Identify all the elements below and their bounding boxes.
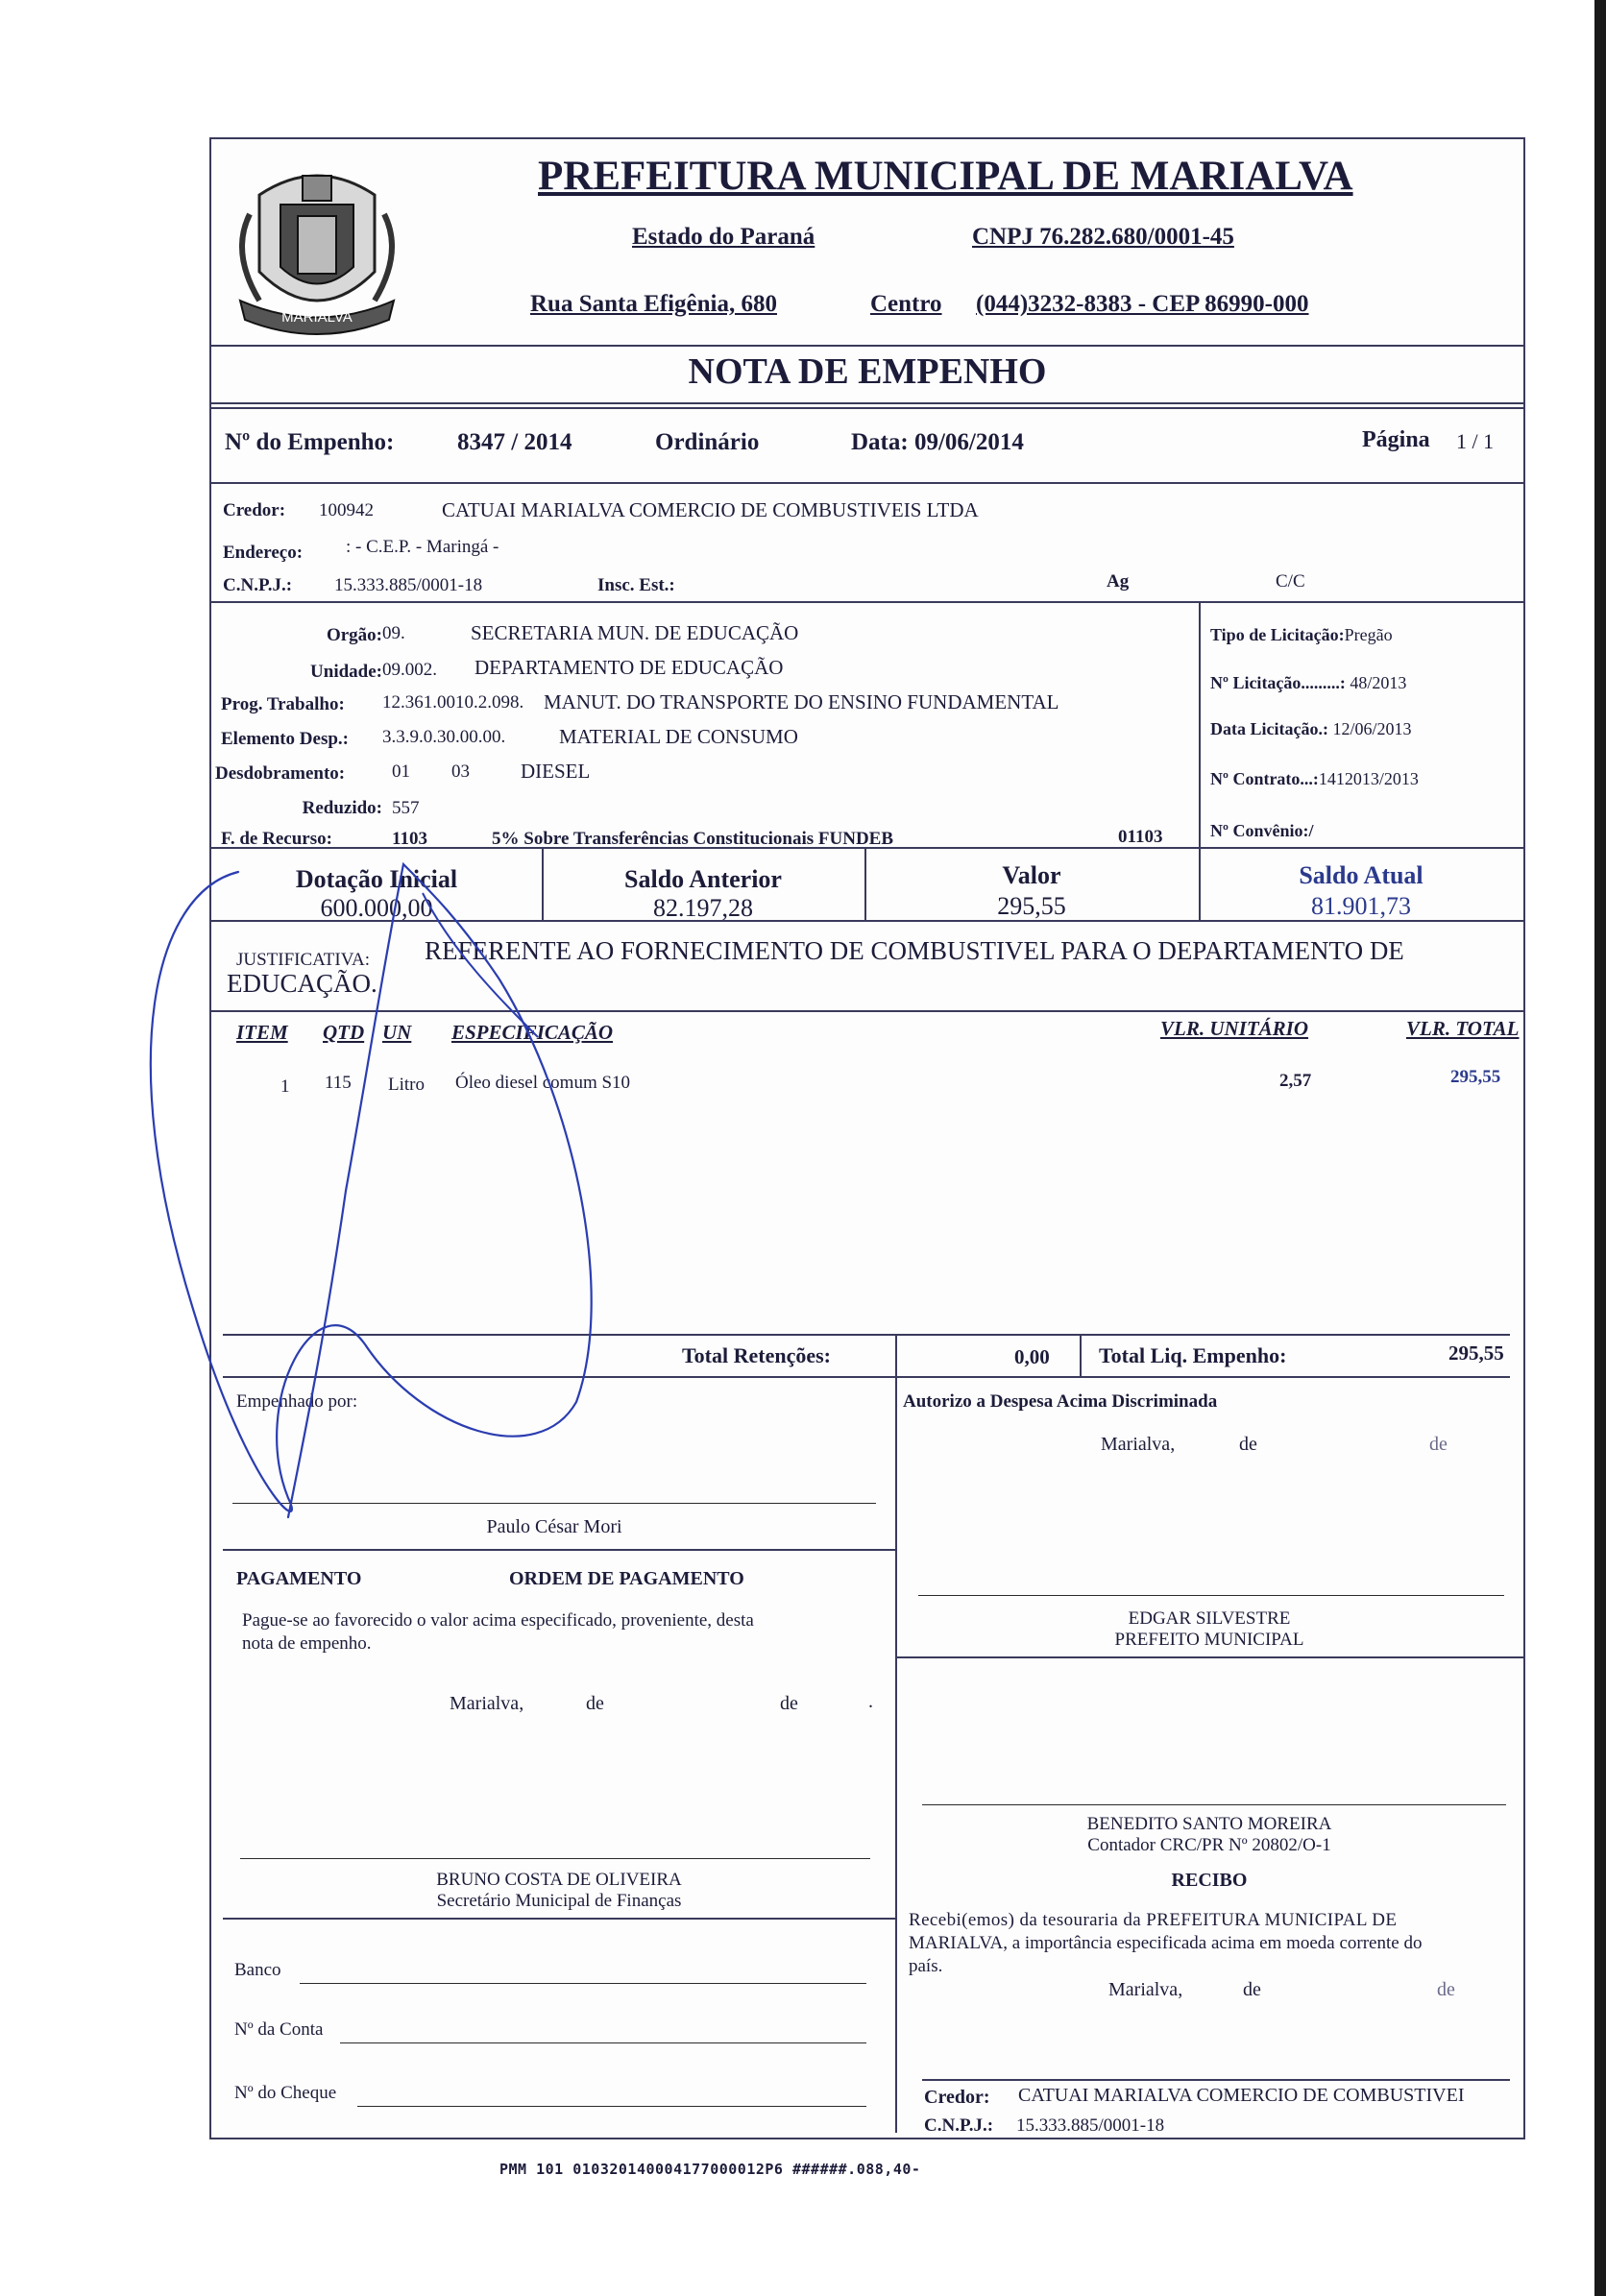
col-item: ITEM bbox=[236, 1021, 288, 1044]
recurso-label: F. de Recurso: bbox=[221, 829, 332, 849]
justificativa-text-2: EDUCAÇÃO. bbox=[227, 969, 377, 998]
unidade-code: 09.002. bbox=[382, 660, 437, 680]
autorizo-de-2: de bbox=[1429, 1434, 1448, 1455]
unidade-label: Unidade: bbox=[310, 662, 382, 682]
header-state: Estado do Paraná bbox=[632, 224, 815, 250]
empenho-date: Data: 09/06/2014 bbox=[851, 429, 1024, 455]
dotacao-label: Dotação Inicial bbox=[295, 865, 458, 893]
prefeito-signature-line bbox=[918, 1595, 1504, 1596]
orgao-name: SECRETARIA MUN. DE EDUCAÇÃO bbox=[471, 621, 799, 644]
desdobramento-label: Desdobramento: bbox=[215, 763, 346, 784]
secretario-role: Secretário Municipal de Finanças bbox=[436, 1891, 682, 1911]
recibo-text-2: MARIALVA, a importância especificada acima em moeda corrente do bbox=[909, 1933, 1423, 1953]
total-liquido-label: Total Liq. Empenho: bbox=[1099, 1343, 1287, 1367]
saldo-atual-value: 81.901,73 bbox=[1311, 892, 1411, 920]
saldo-atual-label: Saldo Atual bbox=[1299, 861, 1424, 889]
reduzido-value: 557 bbox=[392, 798, 420, 818]
secretario-name: BRUNO COSTA DE OLIVEIRA bbox=[436, 1870, 682, 1890]
numero-contrato bbox=[1210, 769, 1419, 789]
coat-of-arms-icon bbox=[221, 157, 413, 339]
recibo-credor-label: Credor: bbox=[924, 2087, 990, 2108]
col-especificacao: ESPECIFICAÇÃO bbox=[451, 1021, 614, 1044]
elemento-label: Elemento Desp.: bbox=[221, 729, 349, 749]
recurso-num: 01103 bbox=[1118, 827, 1163, 847]
saldo-anterior-value: 82.197,28 bbox=[653, 894, 753, 922]
cheque-field-line bbox=[357, 2106, 866, 2107]
pagamento-text-1: Pague-se ao favorecido o valor acima especificado, proveniente, desta bbox=[242, 1610, 754, 1631]
credor-code: 100942 bbox=[319, 500, 374, 520]
saldo-anterior-label: Saldo Anterior bbox=[624, 865, 782, 893]
recibo-text-3: país. bbox=[909, 1956, 943, 1976]
orgao-label: Orgão: bbox=[326, 625, 382, 645]
numero-contrato-value: 1412013/2013 bbox=[1318, 769, 1419, 788]
item-qtd: 115 bbox=[325, 1073, 352, 1093]
total-liquido-value: 295,55 bbox=[1448, 1341, 1504, 1365]
prefeito-role: PREFEITO MUNICIPAL bbox=[1114, 1630, 1304, 1650]
recibo-title: RECIBO bbox=[1171, 1870, 1248, 1891]
recibo-cnpj-label: C.N.P.J.: bbox=[924, 2115, 994, 2136]
crest-banner-text: MARIALVA bbox=[281, 309, 353, 326]
agencia-label: Ag bbox=[1107, 571, 1130, 592]
recibo-credor-value: CATUAI MARIALVA COMERCIO DE COMBUSTIVEI bbox=[1018, 2085, 1465, 2106]
tipo-licitacao-value: Pregão bbox=[1344, 625, 1393, 644]
pagamento-label: PAGAMENTO bbox=[236, 1568, 362, 1589]
empenhado-label: Empenhado por: bbox=[236, 1391, 358, 1412]
unidade-name: DEPARTAMENTO DE EDUCAÇÃO bbox=[474, 656, 784, 679]
numero-convenio: Nº Convênio:/ bbox=[1210, 821, 1314, 840]
conta-label: Nº da Conta bbox=[234, 2019, 324, 2040]
data-licitacao-label: Data Licitação.: bbox=[1210, 719, 1328, 738]
tipo-licitacao bbox=[1210, 625, 1393, 645]
empenho-type: Ordinário bbox=[655, 429, 760, 455]
recurso-code: 1103 bbox=[392, 829, 427, 849]
empenhado-signature-line bbox=[232, 1503, 876, 1504]
data-licitacao-value: 12/06/2013 bbox=[1332, 719, 1412, 738]
reduzido-label: Reduzido: bbox=[302, 798, 382, 818]
header-district: Centro bbox=[870, 291, 942, 317]
item-total: 295,55 bbox=[1450, 1067, 1501, 1087]
tipo-licitacao-label: Tipo de Licitação: bbox=[1210, 625, 1345, 644]
contador-signature-line bbox=[922, 1804, 1506, 1805]
justificativa-text-1: REFERENTE AO FORNECIMENTO DE COMBUSTIVEL PARA O DEPARTAMENTO DE bbox=[425, 936, 1404, 965]
pagamento-city: Marialva, bbox=[450, 1693, 524, 1714]
conta-field-line bbox=[340, 2042, 866, 2043]
page-edge bbox=[1594, 0, 1606, 2296]
item-espec: Óleo diesel comum S10 bbox=[455, 1073, 631, 1093]
ordem-pagamento-label: ORDEM DE PAGAMENTO bbox=[509, 1568, 744, 1589]
numero-contrato-label: Nº Contrato...: bbox=[1210, 769, 1319, 788]
col-vlr-total: VLR. TOTAL bbox=[1406, 1017, 1520, 1040]
credor-label: Credor: bbox=[223, 500, 286, 520]
dotacao-value: 600.000,00 bbox=[320, 894, 433, 922]
secretario-signature-line bbox=[240, 1858, 870, 1859]
col-qtd: QTD bbox=[323, 1021, 365, 1044]
pagamento-text-2: nota de empenho. bbox=[242, 1633, 372, 1654]
autorizo-de-1: de bbox=[1239, 1434, 1257, 1455]
total-retencoes-label: Total Retenções: bbox=[682, 1343, 831, 1367]
elemento-name: MATERIAL DE CONSUMO bbox=[559, 725, 798, 748]
empenhado-name: Paulo César Mori bbox=[486, 1516, 622, 1537]
item-un: Litro bbox=[388, 1075, 425, 1095]
empenho-label: Nº do Empenho: bbox=[225, 429, 395, 455]
recibo-de-2: de bbox=[1437, 1979, 1455, 2000]
recibo-de-1: de bbox=[1243, 1979, 1261, 2000]
total-retencoes-value: 0,00 bbox=[1014, 1345, 1050, 1368]
prefeito-name: EDGAR SILVESTRE bbox=[1128, 1608, 1291, 1629]
autorizo-city: Marialva, bbox=[1101, 1434, 1176, 1455]
cnpj-label: C.N.P.J.: bbox=[223, 575, 293, 595]
credor-name: CATUAI MARIALVA COMERCIO DE COMBUSTIVEIS LTDA bbox=[442, 498, 979, 521]
cheque-label: Nº do Cheque bbox=[234, 2083, 337, 2103]
footer-code: PMM 101 010320140004177000012P6 ######.088,40- bbox=[499, 2161, 921, 2178]
insc-est-label: Insc. Est.: bbox=[597, 575, 675, 595]
prog-trabalho-name: MANUT. DO TRANSPORTE DO ENSINO FUNDAMENTAL bbox=[544, 690, 1059, 713]
numero-licitacao-label: Nº Licitação.........: bbox=[1210, 673, 1346, 692]
autorizo-label: Autorizo a Despesa Acima Discriminada bbox=[903, 1391, 1218, 1412]
item-number: 1 bbox=[280, 1076, 290, 1097]
recibo-city: Marialva, bbox=[1108, 1979, 1183, 2000]
endereco-label: Endereço: bbox=[223, 543, 304, 563]
pagamento-de-2: de bbox=[780, 1693, 798, 1714]
numero-licitacao bbox=[1210, 673, 1406, 693]
col-un: UN bbox=[382, 1021, 412, 1044]
empenho-number: 8347 / 2014 bbox=[457, 429, 572, 455]
document-title: NOTA DE EMPENHO bbox=[688, 351, 1047, 392]
page-label: Página bbox=[1362, 427, 1430, 452]
prog-trabalho-label: Prog. Trabalho: bbox=[221, 694, 345, 714]
pagamento-de-1: de bbox=[586, 1693, 604, 1714]
col-vlr-unitario: VLR. UNITÁRIO bbox=[1160, 1017, 1309, 1040]
data-licitacao bbox=[1210, 719, 1411, 739]
elemento-code: 3.3.9.0.30.00.00. bbox=[382, 727, 506, 747]
desdobramento-name: DIESEL bbox=[521, 760, 591, 783]
contador-role: Contador CRC/PR Nº 20802/O-1 bbox=[1087, 1835, 1331, 1855]
banco-label: Banco bbox=[234, 1960, 281, 1980]
pagamento-dot: . bbox=[868, 1691, 873, 1712]
item-unit: 2,57 bbox=[1279, 1071, 1312, 1091]
conta-corrente-label: C/C bbox=[1276, 571, 1305, 592]
orgao-code: 09. bbox=[382, 623, 405, 643]
numero-licitacao-value: 48/2013 bbox=[1350, 673, 1407, 692]
header-street: Rua Santa Efigênia, 680 bbox=[530, 291, 777, 317]
justificativa-label: JUSTIFICATIVA: bbox=[236, 950, 371, 970]
prog-trabalho-code: 12.361.0010.2.098. bbox=[382, 692, 524, 713]
desdobramento-b: 03 bbox=[451, 761, 470, 782]
desdobramento-a: 01 bbox=[392, 761, 410, 782]
recurso-desc: 5% Sobre Transferências Constitucionais FUNDEB bbox=[492, 829, 894, 849]
endereco-value: : - C.E.P. - Maringá - bbox=[346, 537, 499, 557]
nota-empenho-form bbox=[209, 137, 1525, 2139]
page-value: 1 / 1 bbox=[1456, 429, 1495, 453]
header-title: PREFEITURA MUNICIPAL DE MARIALVA bbox=[538, 154, 1353, 199]
header-phone-cep: (044)3232-8383 - CEP 86990-000 bbox=[976, 291, 1309, 317]
valor-value: 295,55 bbox=[997, 892, 1066, 920]
header-cnpj: CNPJ 76.282.680/0001-45 bbox=[972, 224, 1234, 250]
recibo-cnpj-value: 15.333.885/0001-18 bbox=[1016, 2115, 1165, 2136]
recibo-text-1: Recebi(emos) da tesouraria da PREFEITURA MUNICIPAL DE bbox=[909, 1910, 1398, 1930]
cnpj-value: 15.333.885/0001-18 bbox=[334, 575, 483, 595]
valor-label: Valor bbox=[1002, 861, 1061, 889]
banco-field-line bbox=[300, 1983, 866, 1984]
contador-name: BENEDITO SANTO MOREIRA bbox=[1086, 1814, 1332, 1834]
